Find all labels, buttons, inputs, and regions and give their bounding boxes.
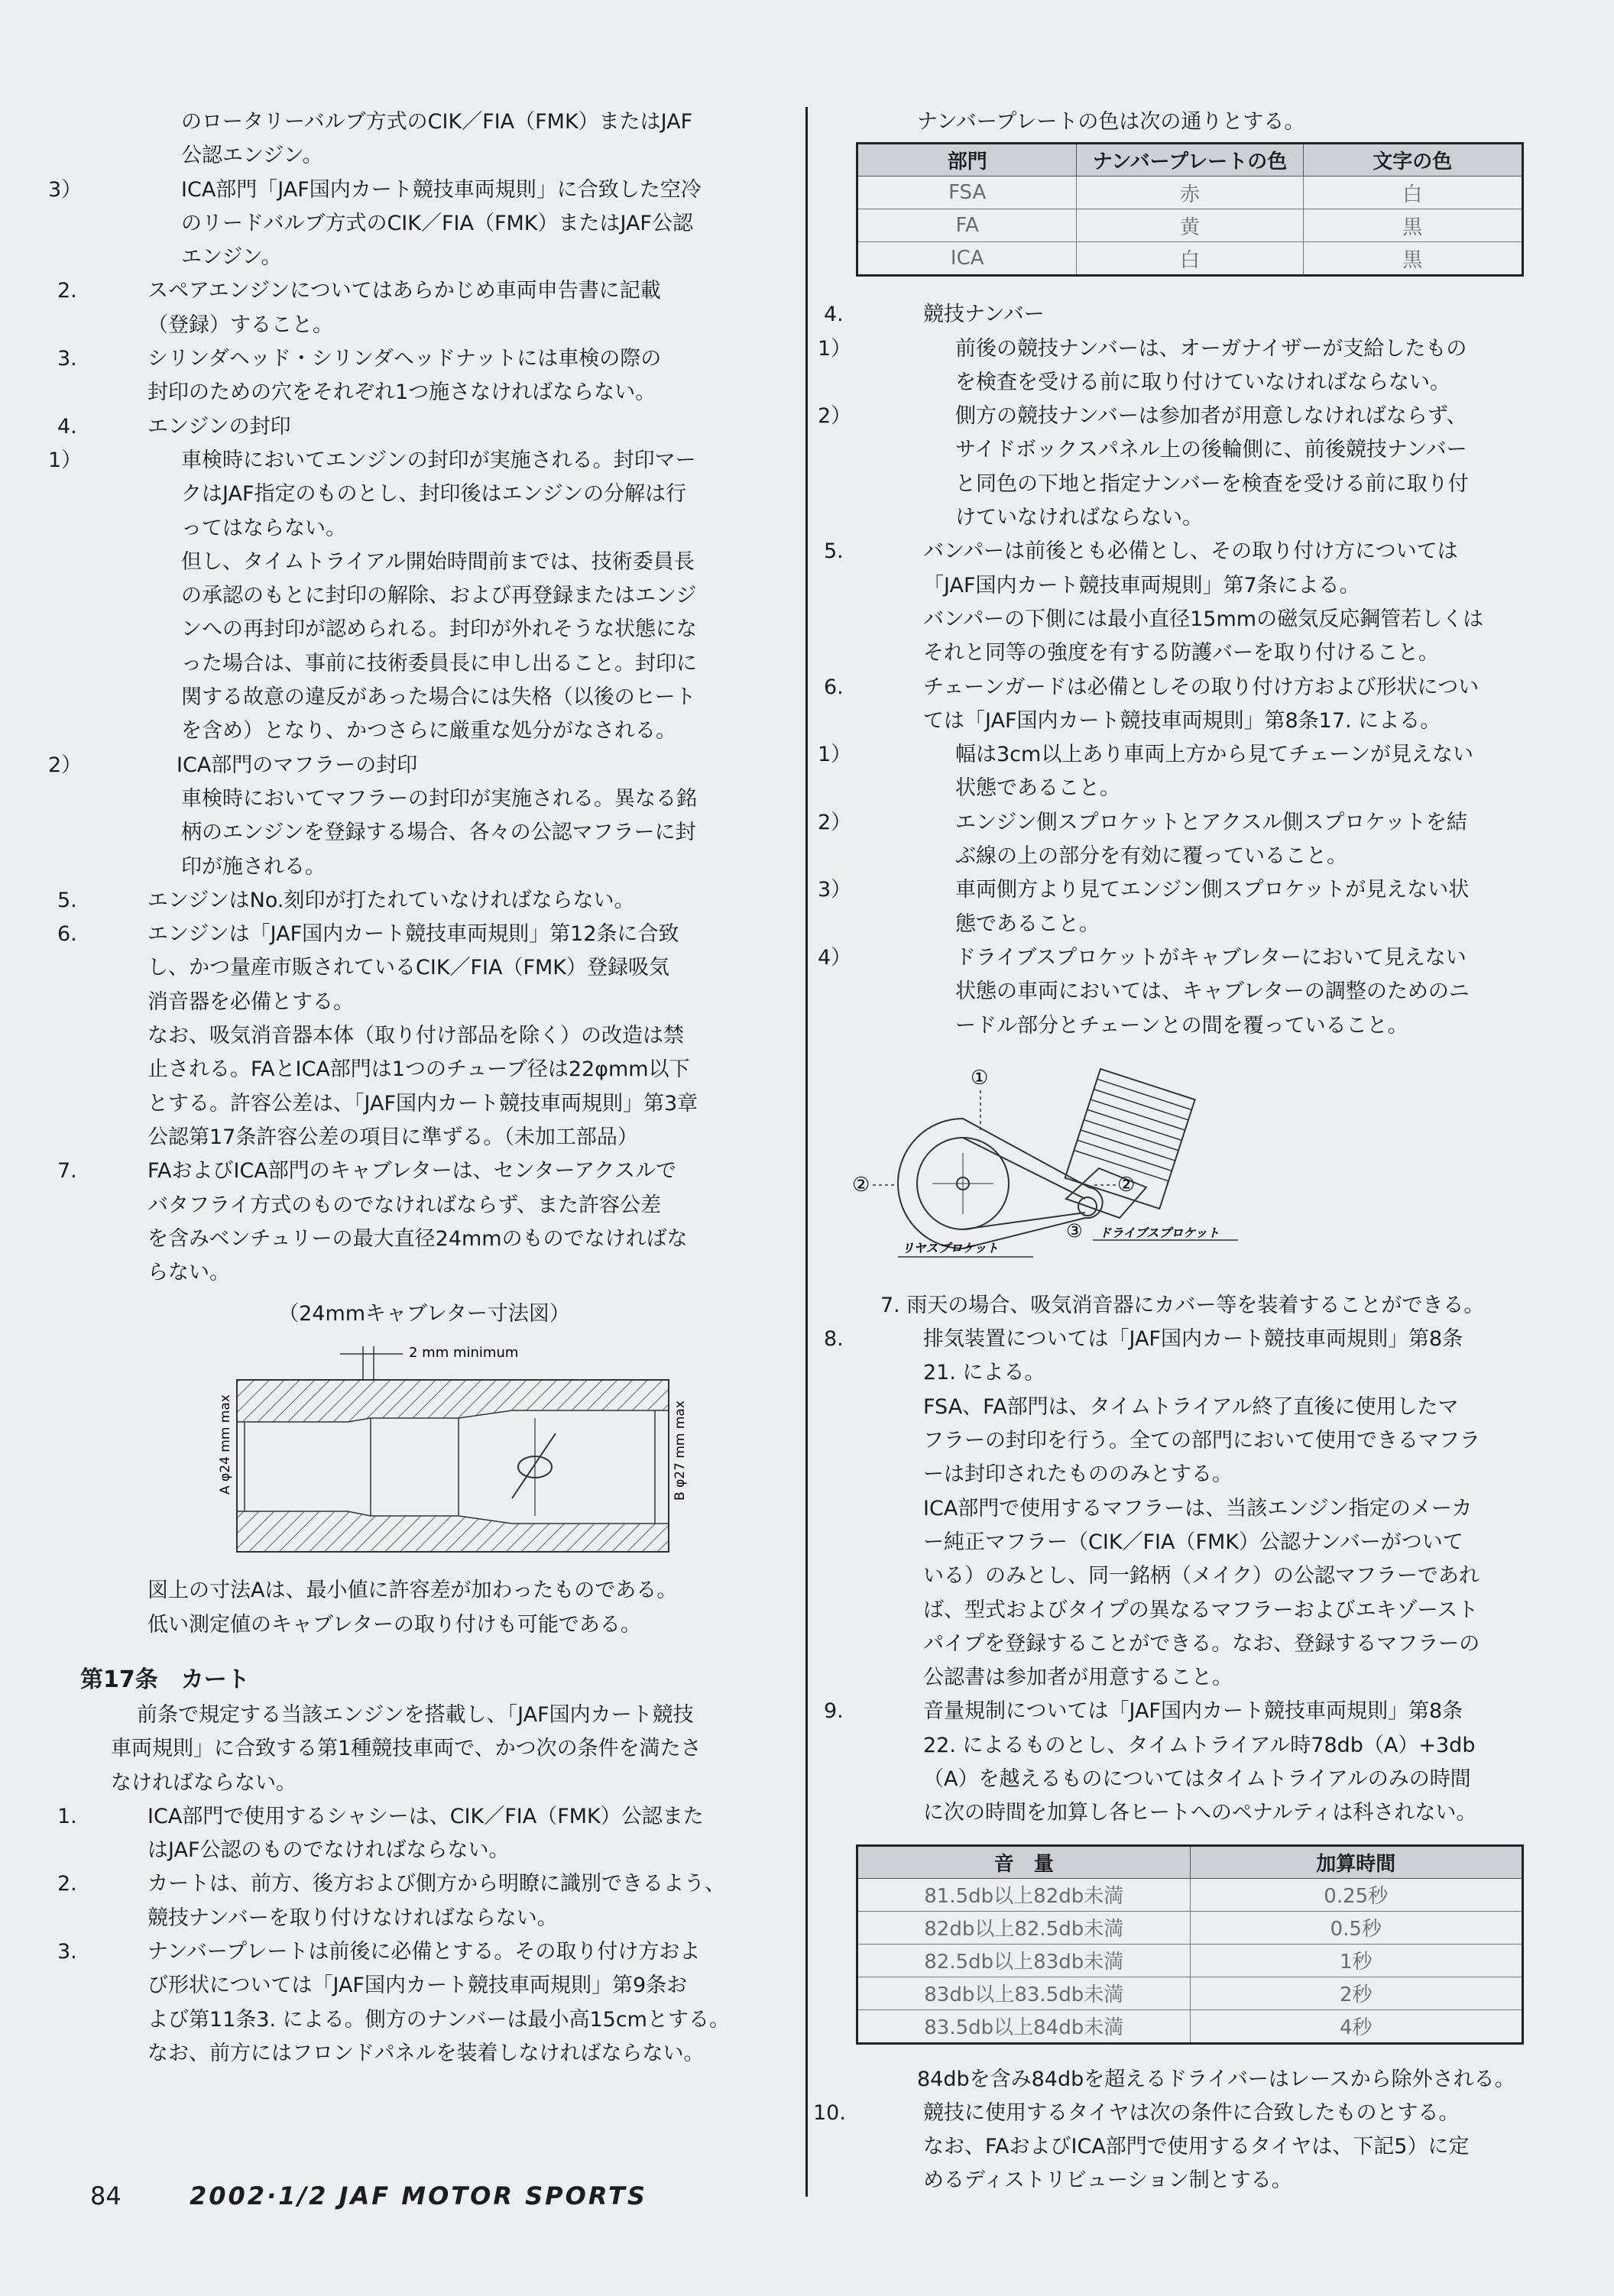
carb-note <box>88 1574 760 1642</box>
text-line: なお、FAおよびICA部門で使用するタイヤは、下記5）に定 <box>923 2135 1470 2159</box>
text-line: のロータリーバルブ方式のCIK／FIA（FMK）またはJAF <box>181 110 693 134</box>
num: 10. <box>813 2100 846 2125</box>
table-cell: 82.5db以上83db未満 <box>857 1944 1191 1977</box>
text-line: の承認のもとに封印の解除、および再登録またはエンジ <box>181 584 697 608</box>
text-line: し、かつ量産市販されているCIK／FIA（FMK）登録吸気 <box>147 956 670 980</box>
num: 1. <box>57 1804 77 1828</box>
plate-intro: ナンバープレートの色は次の通りとする。 <box>917 110 1305 134</box>
table-row <box>857 1911 1523 1944</box>
noise-note: 84dbを含み84dbを超えるドライバーはレースから除外される。 <box>917 2067 1515 2091</box>
text-line: 幅は3cm以上あり車両上方から見てチェーンが見えない <box>955 743 1473 767</box>
text-line: クはJAF指定のものとし、封印後はエンジンの分解は行 <box>181 482 687 507</box>
table-row <box>857 242 1523 276</box>
column-divider <box>805 107 808 2197</box>
text-line: ってはならない。 <box>181 516 346 540</box>
num: 5. <box>57 888 77 912</box>
num: 6. <box>57 922 77 947</box>
text-line: ンへの再封印が認められる。封印が外れそうな状態にな <box>181 617 697 642</box>
num: 2） <box>818 810 852 834</box>
table-header-row <box>857 144 1523 176</box>
text-line: スペアエンジンについてはあらかじめ車両申告書に記載 <box>147 279 661 303</box>
table-cell: ICA <box>857 242 1077 276</box>
marker-1: ① <box>971 1066 989 1090</box>
r-item-6-3 <box>818 873 1528 941</box>
text-line: と同色の下地と指定ナンバーを検査を受ける前に取り付 <box>955 471 1469 496</box>
text-line: フラーの封印を行う。全ての部門において使用できるマフラ <box>923 1429 1480 1453</box>
text-line: ては「JAF国内カート競技車両規則」第8条17. による。 <box>923 708 1441 733</box>
text-line: を含みベンチュリーの最大直径24mmのものでなければな <box>147 1226 688 1251</box>
item-4-title: エンジンの封印 <box>147 414 291 439</box>
text-line: 印が施される。 <box>181 854 326 879</box>
num: 3. <box>57 1940 77 1964</box>
text-line: パイプを登録することができる。なお、登録するマフラーの <box>923 1631 1480 1656</box>
num: 5. <box>824 539 844 564</box>
text-line: ICA部門で使用するマフラーは、当該エンジン指定のメーカ <box>923 1496 1473 1520</box>
r-item-6-1 <box>818 738 1528 806</box>
text-line: 柄のエンジンを登録する場合、各々の公認マフラーに封 <box>181 821 696 845</box>
table-cell: 0.25秒 <box>1190 1878 1523 1911</box>
table-cell: 黒 <box>1303 242 1522 276</box>
table-cell: 黒 <box>1303 209 1522 242</box>
text-line: 21. による。 <box>923 1361 1045 1385</box>
text-line: び形状については「JAF国内カート競技車両規則」第9条お <box>147 1974 688 1998</box>
table-row <box>857 2009 1523 2043</box>
kart-item-2 <box>57 1867 760 1935</box>
text-line: 車検時においてエンジンの封印が実施される。封印マー <box>181 448 696 472</box>
text-line: ぶ線の上の部分を有効に覆っていること。 <box>955 844 1347 869</box>
text-line: ICA部門で使用するシャシーは、CIK／FIA（FMK）公認また <box>147 1804 704 1828</box>
text-line: のリードバルブ方式のCIK／FIA（FMK）またはJAF公認 <box>181 211 693 235</box>
num: 1） <box>48 448 83 472</box>
carb-left-label: A φ24 mm max <box>218 1394 233 1495</box>
text-line: けていなければならない。 <box>955 506 1203 530</box>
r-item-10 <box>813 2097 1528 2198</box>
text-line: 低い測定値のキャブレターの取り付けも可能である。 <box>147 1612 641 1637</box>
item-5-text: エンジンはNo.刻印が打たれていなければならない。 <box>147 888 635 912</box>
r-item-4-1 <box>818 332 1528 400</box>
num: 2. <box>57 1872 77 1896</box>
num: 3） <box>48 177 83 202</box>
carb-caption: （24mmキャブレター寸法図） <box>278 1302 570 1326</box>
num: 4. <box>57 414 77 439</box>
text-line: シリンダヘッド・シリンダヘッドナットには車検の際の <box>147 347 662 371</box>
num: 3） <box>818 878 852 902</box>
text-line: ナンバープレートは前後に必備とする。その取り付け方およ <box>147 1940 701 1964</box>
item-7 <box>57 1154 760 1290</box>
text-line: ー純正マフラー（CIK／FIA（FMK）公認ナンバーがついて <box>923 1530 1463 1554</box>
r-item-4 <box>824 298 1528 332</box>
text-line: 排気装置については「JAF国内カート競技車両規則」第8条 <box>923 1327 1463 1352</box>
text-line: 前条で規定する当該エンジンを搭載し、「JAF国内カート競技 <box>137 1702 694 1727</box>
marker-2-left: ② <box>852 1173 870 1197</box>
text-line: ICA部門「JAF国内カート競技車両規則」に合致した空冷 <box>181 177 702 202</box>
chain-guard-diagram <box>852 1054 1528 1283</box>
num: 7. <box>57 1159 77 1184</box>
item-5 <box>57 884 760 918</box>
table-cell: FA <box>857 209 1077 242</box>
table-cell: 赤 <box>1077 176 1303 209</box>
num: 2. <box>57 279 77 303</box>
r-item-8 <box>824 1323 1528 1695</box>
text-line: 封印のための穴をそれぞれ1つ施さなければならない。 <box>147 381 656 405</box>
text-line: ば、型式およびタイプの異なるマフラーおよびエキゾースト <box>923 1598 1479 1622</box>
item-4-1 <box>48 444 760 749</box>
text-line: とする。許容公差は、「JAF国内カート競技車両規則」第3章 <box>147 1091 698 1116</box>
table-row <box>857 209 1523 242</box>
item-4-2-title: ICA部門のマフラーの封印 <box>177 753 418 777</box>
table-cell: 0.5秒 <box>1190 1911 1523 1944</box>
drive-sprocket-label: ドライブスプロケット <box>1099 1225 1220 1240</box>
num: 1） <box>818 336 852 361</box>
r-item-6-4 <box>818 941 1528 1043</box>
table-cell: FSA <box>857 176 1077 209</box>
column-header: 音 量 <box>857 1845 1191 1878</box>
column-header: 加算時間 <box>1190 1845 1523 1878</box>
text-line: 競技に使用するタイヤは次の条件に合致したものとする。 <box>923 2100 1460 2125</box>
r-item-4-title: 競技ナンバー <box>923 303 1045 327</box>
table-cell: 4秒 <box>1190 2009 1523 2043</box>
text-line: ーは封印されたもののみとする。 <box>923 1462 1233 1487</box>
text-line: よび第11条3. による。側方のナンバーは最小高15cmとする。 <box>147 2007 730 2032</box>
text-line: （登録）すること。 <box>147 313 333 337</box>
text-line: エンジンは「JAF国内カート競技車両規則」第12条に合致 <box>147 922 679 947</box>
text-line: を含め）となり、かつさらに厳重な処分がなされる。 <box>181 719 676 743</box>
text-line: に次の時間を加算し各ヒートへのペナルティは科されない。 <box>923 1801 1477 1825</box>
item-6 <box>57 918 760 1154</box>
text-line: はJAF公認のものでなければならない。 <box>147 1838 510 1863</box>
text-line: FAおよびICA部門のキャブレターは、センターアクスルで <box>147 1159 677 1184</box>
carburetor-diagram <box>88 1334 760 1563</box>
text-line: 状態の車両においては、キャブレターの調整のためのニ <box>955 980 1470 1004</box>
r-item-5 <box>824 535 1528 670</box>
text-line: カートは、前方、後方および側方から明瞭に識別できるよう、 <box>147 1872 725 1896</box>
text-line: を検査を受ける前に取り付けていなければならない。 <box>955 370 1450 394</box>
text-line: ードル部分とチェーンとの間を覆っていること。 <box>955 1013 1408 1038</box>
text-line: めるディストリビューション制とする。 <box>923 2168 1292 2193</box>
num: 1） <box>818 743 852 767</box>
r-item-6 <box>824 671 1528 739</box>
text-line: エンジン。 <box>181 245 282 270</box>
kart-item-3 <box>57 1935 760 2071</box>
magazine-title: 2002·1/2 JAF MOTOR SPORTS <box>190 2181 647 2210</box>
text-line: 態であること。 <box>955 912 1100 936</box>
num: 6. <box>824 675 844 699</box>
r-item-6-2 <box>818 806 1528 874</box>
text-line: なければならない。 <box>111 1770 297 1795</box>
text-line: 音量規制については「JAF国内カート競技車両規則」第8条 <box>923 1699 1463 1724</box>
text-line: 公認エンジン。 <box>181 144 323 168</box>
table-cell: 白 <box>1077 242 1303 276</box>
table-row <box>857 176 1523 209</box>
carb-top-label: 2 mm minimum <box>409 1345 519 1362</box>
num: 9. <box>824 1699 844 1724</box>
num: 2） <box>818 404 852 429</box>
text-line: 図上の寸法Aは、最小値に許容差が加わったものである。 <box>147 1579 678 1603</box>
r-item-4-2 <box>818 400 1528 535</box>
carb-bottom-wall <box>237 1511 669 1552</box>
table-cell: 黄 <box>1077 209 1303 242</box>
carb-top-wall <box>237 1380 669 1422</box>
num: 8. <box>824 1327 844 1352</box>
table-cell: 82db以上82.5db未満 <box>857 1911 1191 1944</box>
num: 2） <box>48 753 83 777</box>
table-row <box>857 1944 1523 1977</box>
text-line: 状態であること。 <box>955 776 1120 801</box>
table-row <box>857 1977 1523 2009</box>
carb-right-label: B φ27 mm max <box>672 1401 688 1501</box>
table-row <box>857 1878 1523 1911</box>
text-line: FSA、FA部門は、タイムトライアル終了直後に使用したマ <box>923 1394 1459 1419</box>
text-line: いる）のみとし、同一銘柄（メイク）の公認マフラーであれ <box>923 1564 1480 1588</box>
text-line: チェーンガードは必備としその取り付け方および形状につい <box>923 675 1480 699</box>
table-cell: 2秒 <box>1190 1977 1523 2009</box>
table-cell: 83.5db以上84db未満 <box>857 2009 1191 2043</box>
text-line: 公認書は参加者が用意すること。 <box>923 1666 1233 1690</box>
para-rotary <box>88 105 760 173</box>
column-header: 文字の色 <box>1303 144 1522 176</box>
kart-item-1 <box>57 1800 760 1868</box>
text-line: 「JAF国内カート競技車両規則」第7条による。 <box>923 573 1360 597</box>
text-line: 前後の競技ナンバーは、オーガナイザーが支給したもの <box>955 336 1467 361</box>
text-line: バンパーは前後とも必備とし、その取り付け方については <box>923 539 1458 564</box>
article-17-title: 第17条 カート <box>80 1666 250 1693</box>
item-1-3 <box>48 173 760 275</box>
table-header-row <box>857 1845 1523 1878</box>
text-line: 公認第17条許容公差の項目に準ずる。（未加工部品） <box>147 1125 638 1149</box>
item-4 <box>57 410 760 444</box>
table-cell: 83db以上83.5db未満 <box>857 1977 1191 2009</box>
text-line: 競技ナンバーを取り付けなければならない。 <box>147 1906 558 1930</box>
plate-color-table <box>856 142 1524 277</box>
text-line: 側方の競技ナンバーは参加者が用意しなければならず、 <box>955 404 1467 429</box>
table-cell: 81.5db以上82db未満 <box>857 1878 1191 1911</box>
marker-3: ③ <box>1066 1219 1083 1242</box>
text-line: 但し、タイムトライアル開始時間前までは、技術委員長 <box>181 549 695 574</box>
item-2 <box>57 274 760 342</box>
text-line: なお、吸気消音器本体（取り付け部品を除く）の改造は禁 <box>147 1024 684 1048</box>
text-line: らない。 <box>147 1261 230 1285</box>
text-line: 車両規則」に合致する第1種競技車両で、かつ次の条件を満たさ <box>111 1737 702 1761</box>
text-line: エンジン側スプロケットとアクスル側スプロケットを結 <box>955 810 1467 834</box>
left-column <box>48 105 760 2071</box>
text-line: なお、前方にはフロンドパネルを装着しなければならない。 <box>147 2041 705 2065</box>
column-header: 部門 <box>857 144 1077 176</box>
text-line: 止される。FAとICA部門は1つのチューブ径は22φmm以下 <box>147 1057 690 1082</box>
right-column <box>813 105 1528 2198</box>
column-header: ナンバープレートの色 <box>1077 144 1303 176</box>
marker-2-right: ② <box>1117 1173 1136 1197</box>
item-3 <box>57 342 760 410</box>
article-17-intro <box>88 1699 760 1800</box>
text-line: サイドボックスパネル上の後輪側に、前後競技ナンバー <box>955 438 1467 462</box>
text-line: ドライブスプロケットがキャブレターにおいて見えない <box>955 945 1467 970</box>
text-line: 関する故意の違反があった場合には失格（以後のヒート <box>181 685 696 710</box>
text-line: それと同等の強度を有する防護バーを取り付けること。 <box>923 641 1439 665</box>
text-line: バンパーの下側には最小直径15mmの磁気反応鋼管若しくは <box>923 607 1484 631</box>
rear-sprocket-label: リヤスプロケット <box>902 1240 999 1255</box>
text-line: （A）を越えるものについてはタイムトライアルのみの時間 <box>923 1767 1471 1791</box>
num: 4. <box>824 303 844 327</box>
num: 3. <box>57 347 77 371</box>
item-4-2 <box>48 749 760 884</box>
table-cell: 白 <box>1303 176 1522 209</box>
noise-penalty-table <box>856 1844 1524 2045</box>
num: 4） <box>818 945 852 970</box>
text-line: った場合は、事前に技術委員長に申し出ること。封印に <box>181 651 697 675</box>
text-line: 車検時においてマフラーの封印が実施される。異なる銘 <box>181 786 697 811</box>
r-item-9 <box>824 1695 1528 1830</box>
table-cell: 1秒 <box>1190 1944 1523 1977</box>
text-line: 消音器を必備とする。 <box>147 989 354 1014</box>
r-item-7: 7. 雨天の場合、吸気消音器にカバー等を装着することができる。 <box>880 1293 1485 1317</box>
text-line: 車両側方より見てエンジン側スプロケットが見えない状 <box>955 878 1470 902</box>
text-line: 22. によるものとし、タイムトライアル時78db（A）+3db <box>923 1733 1476 1757</box>
page-number: 84 <box>90 2181 122 2210</box>
text-line: バタフライ方式のものでなければならず、また許容公差 <box>147 1193 662 1217</box>
chain-upper <box>963 1138 1085 1199</box>
